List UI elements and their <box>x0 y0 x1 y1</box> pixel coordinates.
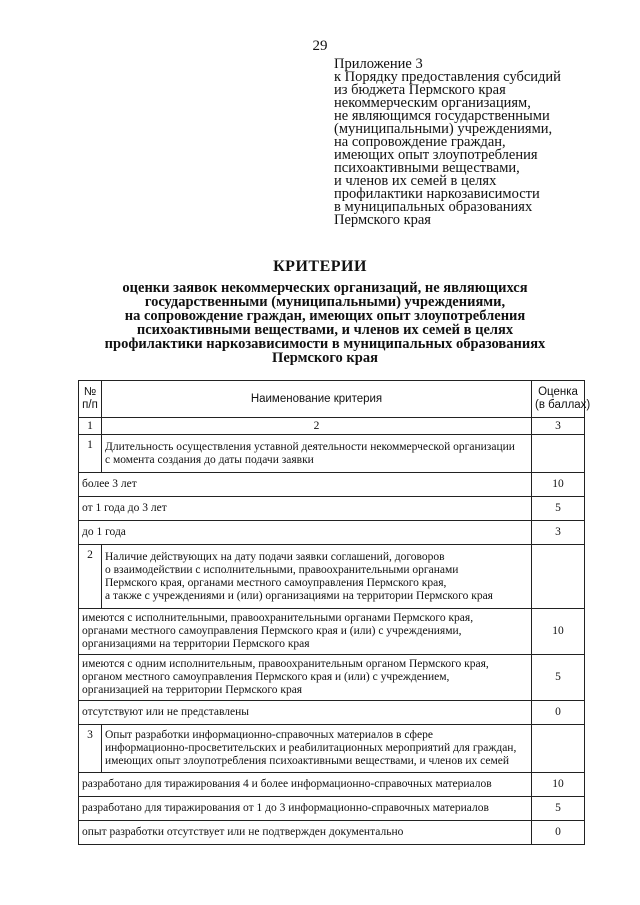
index-cell: 3 <box>532 418 585 435</box>
option-row <box>79 773 585 797</box>
appendix-line: некоммерческим организациям, <box>334 95 531 111</box>
appendix-line: в муниципальных образованиях <box>334 199 533 215</box>
index-cell: 2 <box>102 418 532 435</box>
option-text: отсутствуют или не представлены <box>79 701 532 725</box>
subtitle-line: на сопровождение граждан, имеющих опыт злоупотребления <box>124 308 526 324</box>
criterion-row <box>79 545 585 609</box>
option-score: 3 <box>532 521 585 545</box>
criterion-row <box>79 725 585 773</box>
appendix-line: Приложение 3 <box>334 56 423 72</box>
criterion-score-empty <box>532 545 585 609</box>
subtitle-line: психоактивными веществами, и членов их семей в целях <box>136 322 514 338</box>
table-index-row <box>79 418 585 435</box>
criterion-text: Опыт разработки информационно-справочных материалов в сфере информационно-просветительских и реабилитационных мероприятий для граждан, имеющих опыт злоупотребления психоактивными веществами, и членов их семей <box>102 725 532 773</box>
option-score: 10 <box>532 609 585 655</box>
option-row <box>79 521 585 545</box>
option-row <box>79 821 585 845</box>
document-title: КРИТЕРИИ <box>273 258 367 275</box>
option-score: 5 <box>532 497 585 521</box>
appendix-line: на сопровождение граждан, <box>334 134 506 150</box>
option-score: 0 <box>532 821 585 845</box>
header-name: Наименование критерия <box>102 381 532 418</box>
header-score: Оценка (в баллах) <box>532 381 585 418</box>
subtitle-line: профилактики наркозависимости в муниципальных образованиях <box>104 336 546 352</box>
appendix-line: не являющимся государственными <box>334 108 550 124</box>
appendix-line: и членов их семей в целях <box>334 173 497 189</box>
criterion-text: Наличие действующих на дату подачи заявки соглашений, договоров о взаимодействии с исполнительными, правоохранительными органами Пермского края, органами местного самоуправления Пермского края, а также с учреждениями и (или) организациями на территории Пермского края <box>102 545 532 609</box>
option-text: имеются с исполнительными, правоохранительными органами Пермского края, органами местного самоуправления Пермского края и (или) с учреждениями, организациями на территории Пермского края <box>79 609 532 655</box>
subtitle-line: государственными (муниципальными) учреждениями, <box>144 294 506 310</box>
appendix-line: профилактики наркозависимости <box>334 186 540 202</box>
table-header-row <box>79 381 585 418</box>
appendix-line: (муниципальными) учреждениями, <box>334 121 553 137</box>
criterion-text: Длительность осуществления уставной деятельности некоммерческой организации с момента создания до даты подачи заявки <box>102 435 532 473</box>
option-row <box>79 473 585 497</box>
option-text: от 1 года до 3 лет <box>79 497 532 521</box>
option-row <box>79 797 585 821</box>
criterion-number: 2 <box>79 545 102 609</box>
criterion-score-empty <box>532 725 585 773</box>
option-score: 5 <box>532 655 585 701</box>
option-row <box>79 655 585 701</box>
subtitle-line: оценки заявок некоммерческих организаций, не являющихся <box>122 280 528 296</box>
option-score: 0 <box>532 701 585 725</box>
option-text: разработано для тиражирования 4 и более информационно-справочных материалов <box>79 773 532 797</box>
appendix-line: к Порядку предоставления субсидий <box>334 69 561 85</box>
page-number: 29 <box>312 38 328 54</box>
criteria-table <box>78 380 591 845</box>
option-row <box>79 609 585 655</box>
option-score: 10 <box>532 773 585 797</box>
criterion-score-empty <box>532 435 585 473</box>
appendix-line: психоактивными веществами, <box>334 160 520 176</box>
option-text: более 3 лет <box>79 473 532 497</box>
appendix-block <box>334 58 561 227</box>
option-score: 10 <box>532 473 585 497</box>
option-text: разработано для тиражирования от 1 до 3 информационно-справочных материалов <box>79 797 532 821</box>
option-score: 5 <box>532 797 585 821</box>
criterion-row <box>79 435 585 473</box>
option-text: до 1 года <box>79 521 532 545</box>
option-text: имеются с одним исполнительным, правоохранительным органом Пермского края, органом местного самоуправления Пермского края и (или) с учреждением, организацией на территории Пермского края <box>79 655 532 701</box>
document-subtitle <box>60 281 590 365</box>
option-text: опыт разработки отсутствует или не подтвержден документально <box>79 821 532 845</box>
option-row <box>79 497 585 521</box>
appendix-line: имеющих опыт злоупотребления <box>334 147 538 163</box>
criterion-number: 3 <box>79 725 102 773</box>
appendix-line: из бюджета Пермского края <box>334 82 506 98</box>
option-row <box>79 701 585 725</box>
appendix-line: Пермского края <box>334 212 431 228</box>
index-cell: 1 <box>79 418 102 435</box>
subtitle-line: Пермского края <box>272 350 378 366</box>
header-num: № п/п <box>79 381 102 418</box>
criterion-number: 1 <box>79 435 102 473</box>
